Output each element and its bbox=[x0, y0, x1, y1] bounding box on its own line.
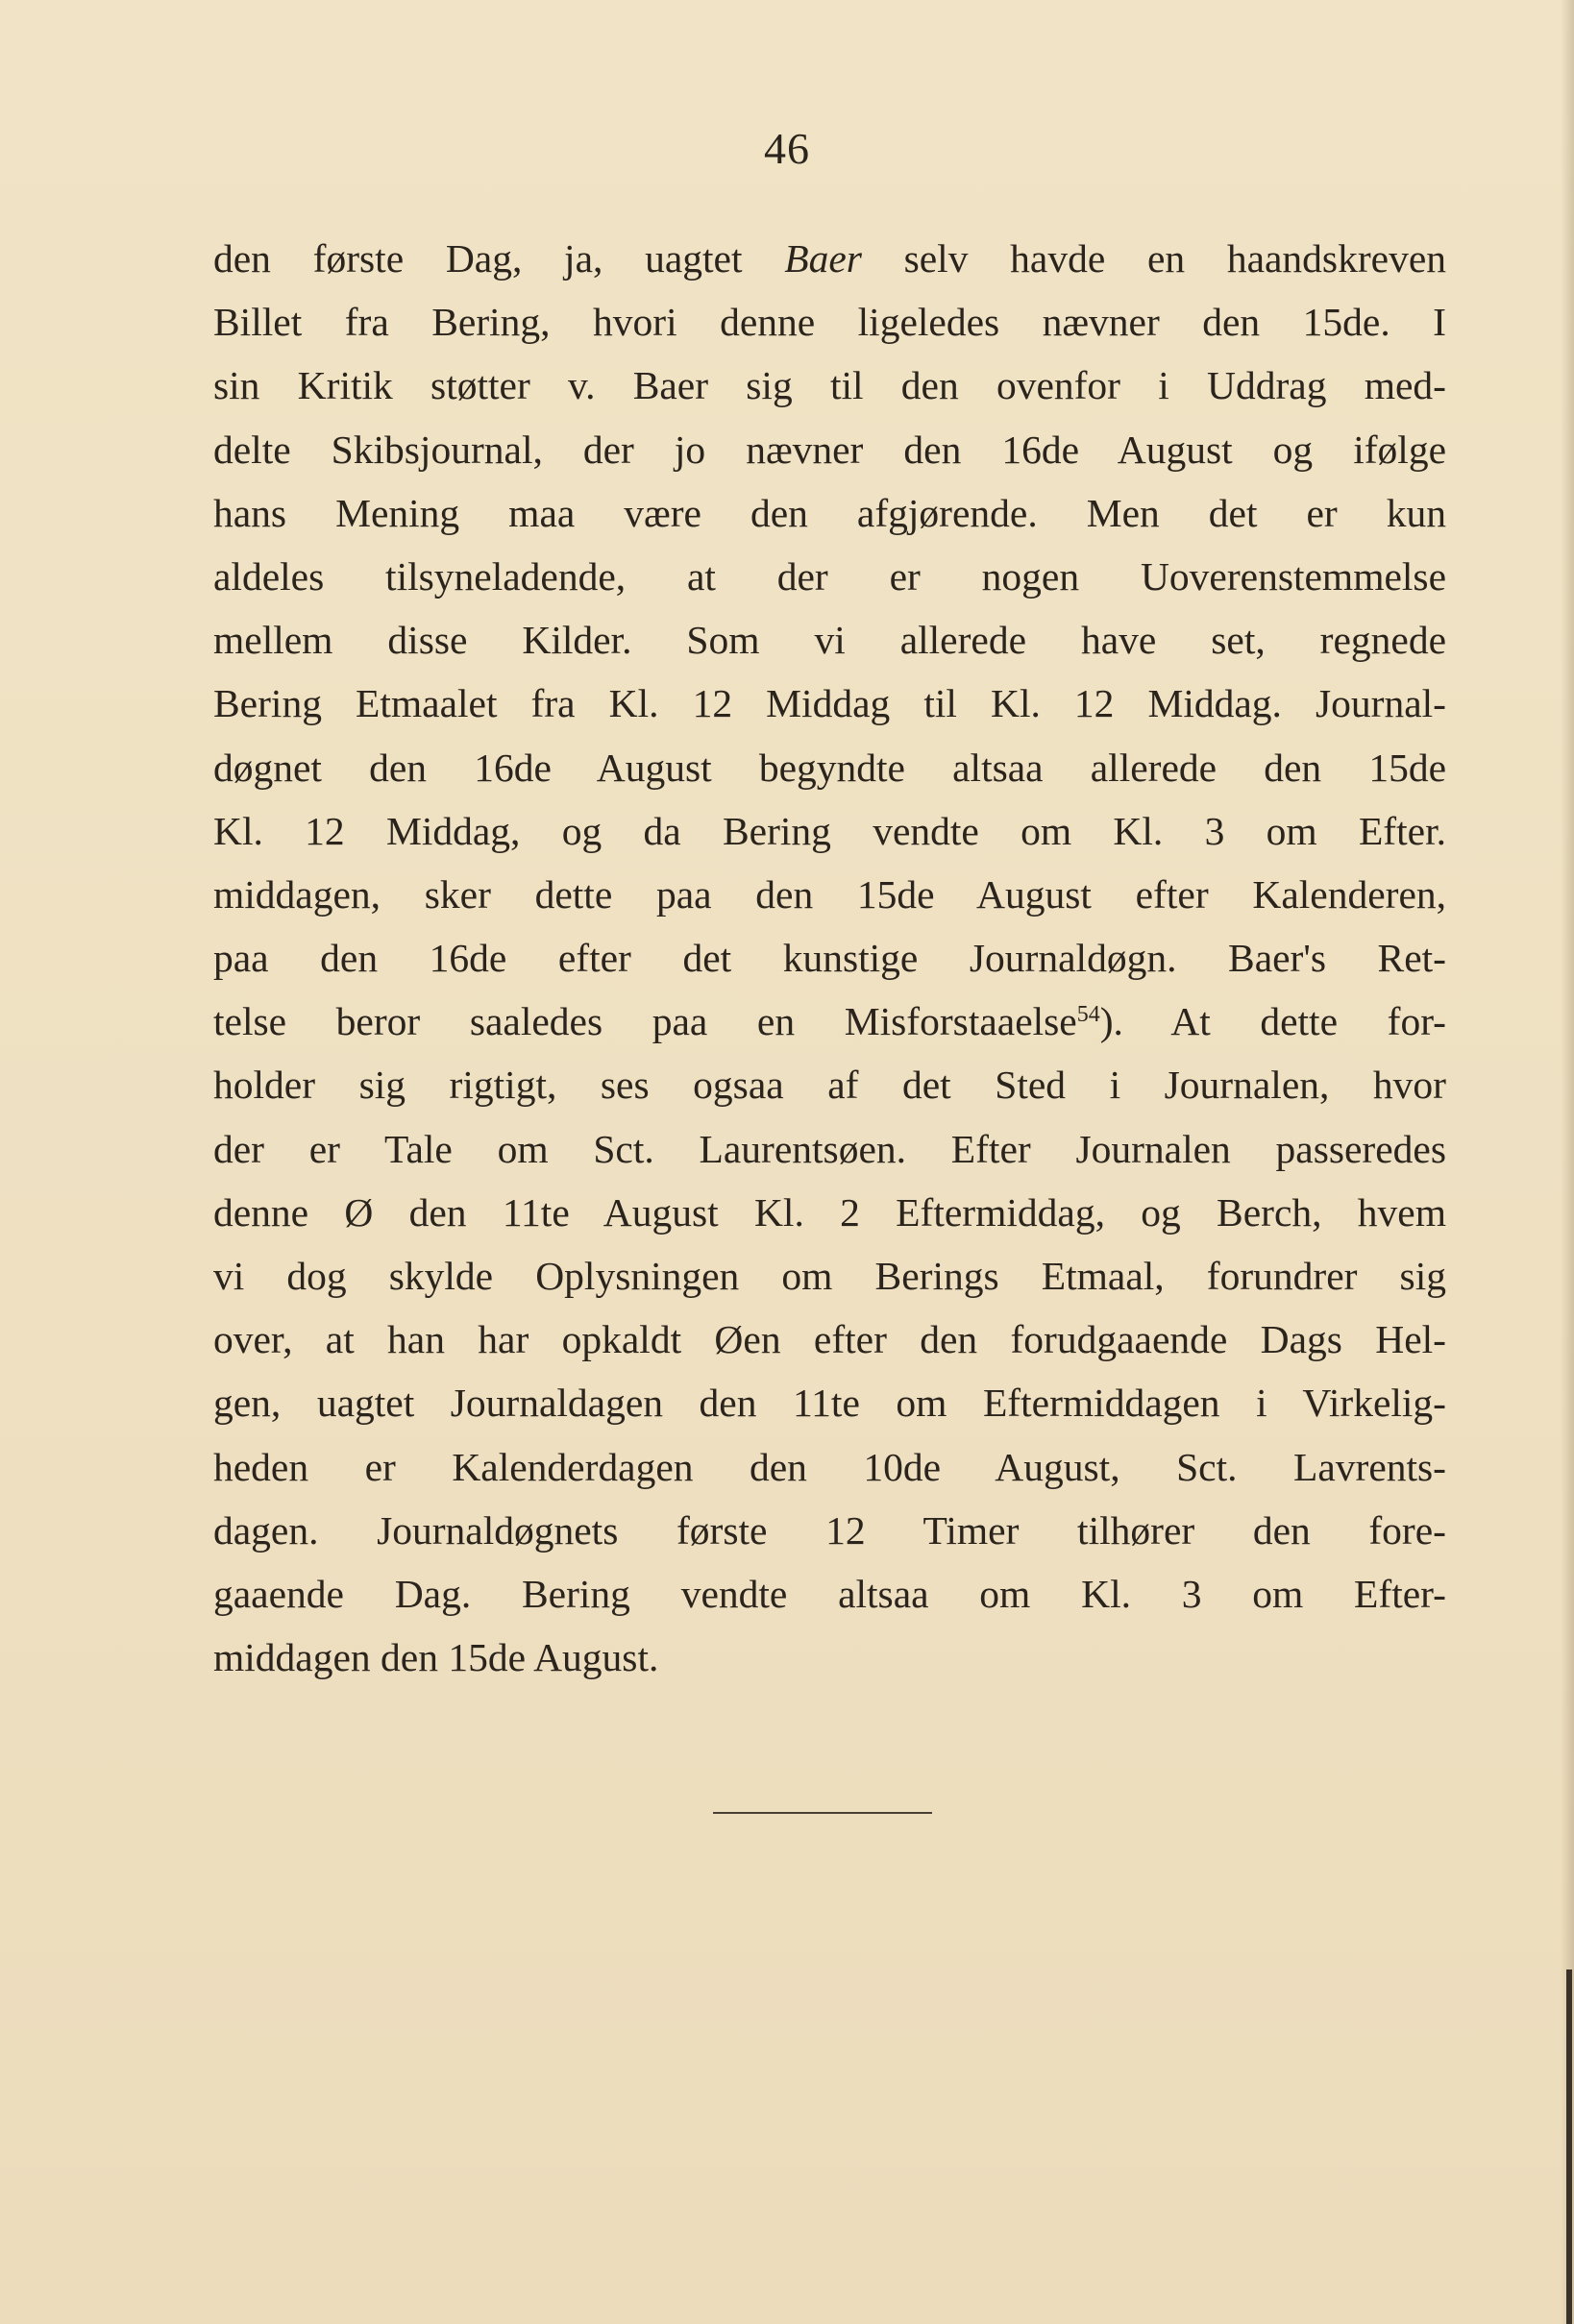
text-line: gen, uagtet Journaldagen den 11te om Eftermiddagen i Virkelig- bbox=[213, 1381, 1446, 1426]
text-line: delte Skibsjournal, der jo nævner den 16de August og ifølge bbox=[213, 427, 1446, 472]
emphasized-name: Baer bbox=[784, 236, 862, 281]
body-paragraph bbox=[213, 227, 1446, 1689]
footnote-reference[interactable]: 54 bbox=[1076, 1002, 1100, 1028]
text-line: denne Ø den 11te August Kl. 2 Eftermiddag, og Berch, hvem bbox=[213, 1189, 1446, 1235]
text-line: middagen, sker dette paa den 15de August efter Kalenderen, bbox=[213, 871, 1446, 917]
text-line: vi dog skylde Oplysningen om Berings Etmaal, forundrer sig bbox=[213, 1254, 1446, 1298]
text-line: paa den 16de efter det kunstige Journaldøgn. Baer's Ret- bbox=[213, 936, 1446, 981]
section-divider-rule bbox=[713, 1812, 932, 1814]
text-line: sin Kritik støtter v. Baer sig til den ovenfor i Uddrag med- bbox=[213, 363, 1446, 408]
text-line: telse beror saaledes paa en Misforstaaelse$^{54}$). At dette for- bbox=[213, 999, 1446, 1044]
text-line-final: middagen den 15de August. bbox=[213, 1635, 659, 1680]
text-line: mellem disse Kilder. Som vi allerede have set, regnede bbox=[213, 618, 1446, 663]
text-line: der er Tale om Sct. Laurentsøen. Efter Journalen passeredes bbox=[213, 1126, 1446, 1171]
text-line: dagen. Journaldøgnets første 12 Timer tilhører den fore- bbox=[213, 1507, 1446, 1553]
text-line: holder sig rigtigt, ses ogsaa af det Sted i Journalen, hvor bbox=[213, 1063, 1446, 1108]
text-line: Bering Etmaalet fra Kl. 12 Middag til Kl. 12 Middag. Journal- bbox=[213, 681, 1446, 726]
text-line: over, at han har opkaldt Øen efter den forudgaaende Dags Hel- bbox=[213, 1317, 1446, 1362]
text-line: heden er Kalenderdagen den 10de August, Sct. Lavrents- bbox=[213, 1444, 1446, 1489]
text-line: hans Mening maa være den afgjørende. Men det er kun bbox=[213, 490, 1446, 535]
text-line: Billet fra Bering, hvori denne ligeledes nævner den 15de. I bbox=[213, 300, 1446, 345]
text-line: aldeles tilsyneladende, at der er nogen Uoverenstemmelse bbox=[213, 553, 1446, 599]
page-number: 46 bbox=[764, 124, 810, 173]
scan-edge-dark bbox=[1566, 1969, 1572, 2324]
text-line: gaaende Dag. Bering vendte altsaa om Kl. 3 om Efter- bbox=[213, 1571, 1446, 1616]
text-line: døgnet den 16de August begyndte altsaa allerede den 15de bbox=[213, 745, 1446, 790]
text-line: den første Dag, ja, uagtet Baer selv havde en haandskreven bbox=[213, 236, 1446, 281]
text-line: Kl. 12 Middag, og da Bering vendte om Kl. 3 om Efter. bbox=[213, 808, 1446, 853]
